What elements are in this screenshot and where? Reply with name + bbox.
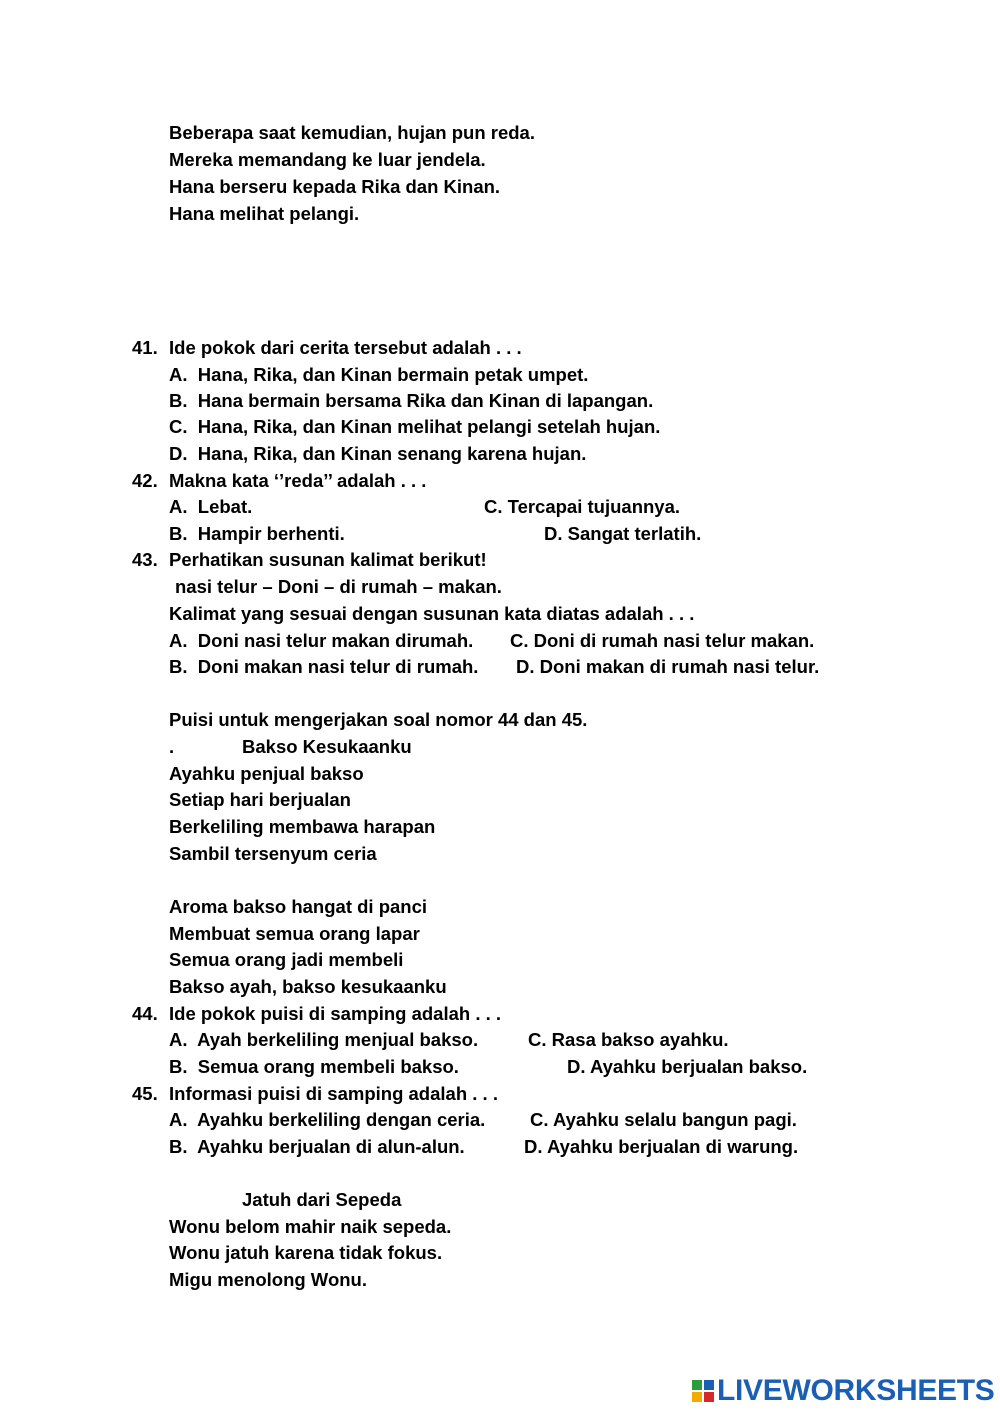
option-c: C. Rasa bakso ayahku.: [528, 1029, 729, 1050]
story-line: Hana berseru kepada Rika dan Kinan.: [169, 176, 501, 197]
poem-dot: .: [169, 736, 175, 757]
option-c: C. Ayahku selalu bangun pagi.: [530, 1109, 797, 1130]
option-d: D. Hana, Rika, dan Kinan senang karena hujan.: [169, 443, 587, 464]
poem-line: Aroma bakso hangat di panci: [169, 896, 428, 917]
poem-line: Berkeliling membawa harapan: [169, 816, 436, 837]
option-a: A. Hana, Rika, dan Kinan bermain petak umpet.: [169, 364, 589, 385]
poem-line: Ayahku penjual bakso: [169, 763, 364, 784]
poem-line: Setiap hari berjualan: [169, 789, 351, 810]
story-line: Migu menolong Wonu.: [169, 1269, 367, 1290]
question-text: Makna kata ‘’reda’’ adalah . . .: [169, 470, 427, 491]
option-d: D. Doni makan di rumah nasi telur.: [516, 656, 820, 677]
option-c: C. Doni di rumah nasi telur makan.: [510, 630, 815, 651]
question-text: Ide pokok dari cerita tersebut adalah . . .: [169, 337, 522, 358]
option-d: D. Sangat terlatih.: [544, 523, 702, 544]
option-b: B. Doni makan nasi telur di rumah.: [169, 656, 479, 677]
logo-mark-icon: [692, 1380, 714, 1402]
liveworksheets-logo[interactable]: [692, 1376, 995, 1406]
question-number: 41.: [132, 337, 158, 358]
question-text: Informasi puisi di samping adalah . . .: [169, 1083, 498, 1104]
option-a: A. Lebat.: [169, 496, 253, 517]
question-text: Ide pokok puisi di samping adalah . . .: [169, 1003, 502, 1024]
question-number: 44.: [132, 1003, 158, 1024]
option-b: B. Ayahku berjualan di alun-alun.: [169, 1136, 465, 1157]
option-c: C. Hana, Rika, dan Kinan melihat pelangi setelah hujan.: [169, 416, 661, 437]
option-b: B. Hampir berhenti.: [169, 523, 345, 544]
story-line: Mereka memandang ke luar jendela.: [169, 149, 486, 170]
option-b: B. Semua orang membeli bakso.: [169, 1056, 459, 1077]
question-text: Perhatikan susunan kalimat berikut!: [169, 549, 487, 570]
poem-title: Bakso Kesukaanku: [242, 736, 412, 757]
story-title: Jatuh dari Sepeda: [242, 1189, 402, 1210]
logo-text: LIVEWORKSHEETS: [717, 1374, 995, 1407]
option-a: A. Ayahku berkeliling dengan ceria.: [169, 1109, 486, 1130]
option-d: D. Ayahku berjualan bakso.: [567, 1056, 808, 1077]
poem-intro: Puisi untuk mengerjakan soal nomor 44 dan 45.: [169, 709, 588, 730]
option-b: B. Hana bermain bersama Rika dan Kinan di lapangan.: [169, 390, 654, 411]
question-number: 45.: [132, 1083, 158, 1104]
option-c: C. Tercapai tujuannya.: [484, 496, 681, 517]
poem-line: Sambil tersenyum ceria: [169, 843, 377, 864]
story-line: Hana melihat pelangi.: [169, 203, 360, 224]
story-line: Beberapa saat kemudian, hujan pun reda.: [169, 122, 535, 143]
question-prompt: Kalimat yang sesuai dengan susunan kata diatas adalah . . .: [169, 603, 695, 624]
option-a: A. Doni nasi telur makan dirumah.: [169, 630, 474, 651]
poem-line: Bakso ayah, bakso kesukaanku: [169, 976, 447, 997]
question-number: 43.: [132, 549, 158, 570]
poem-line: Semua orang jadi membeli: [169, 949, 404, 970]
question-number: 42.: [132, 470, 158, 491]
option-d: D. Ayahku berjualan di warung.: [524, 1136, 799, 1157]
story-line: Wonu belom mahir naik sepeda.: [169, 1216, 452, 1237]
option-a: A. Ayah berkeliling menjual bakso.: [169, 1029, 479, 1050]
word-order: nasi telur – Doni – di rumah – makan.: [175, 576, 502, 597]
story-line: Wonu jatuh karena tidak fokus.: [169, 1242, 443, 1263]
poem-line: Membuat semua orang lapar: [169, 923, 420, 944]
